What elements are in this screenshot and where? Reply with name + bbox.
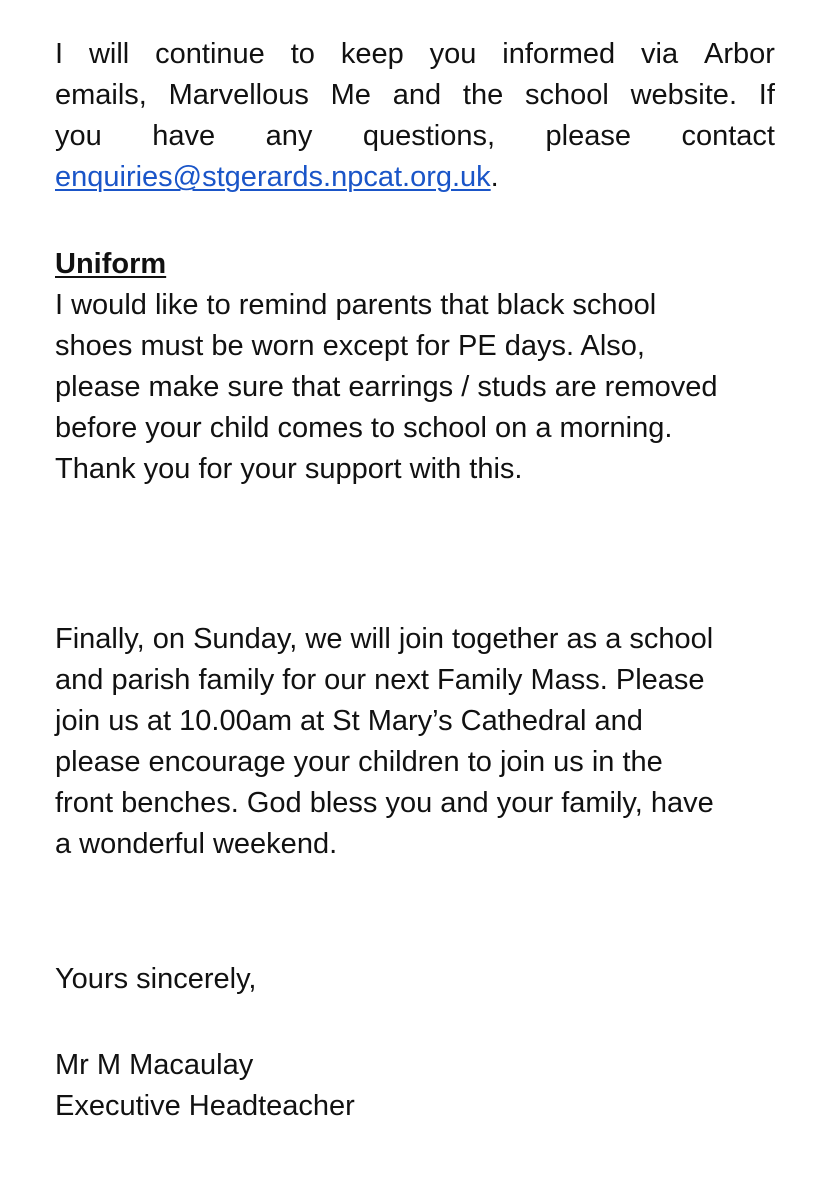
- uniform-line-4: before your child comes to school on a morning.: [55, 412, 673, 444]
- intro-word: informed: [502, 38, 616, 70]
- signature-block: [55, 1045, 775, 1127]
- intro-word: will: [88, 38, 130, 70]
- uniform-line-1: I would like to remind parents that black school: [55, 289, 657, 321]
- intro-word: contact: [681, 120, 775, 152]
- signatory-name: Mr M Macaulay: [55, 1049, 254, 1081]
- intro-line-2: [55, 75, 775, 116]
- intro-line-4: [55, 157, 775, 198]
- uniform-heading: Uniform: [55, 248, 167, 280]
- intro-word: Arbor: [704, 38, 775, 70]
- closing-line: Yours sincerely,: [55, 963, 257, 995]
- intro-trailing-period: .: [490, 161, 499, 193]
- intro-word: to: [290, 38, 315, 70]
- uniform-line-3: please make sure that earrings / studs are removed: [55, 371, 718, 403]
- intro-word: Marvellous: [168, 79, 309, 111]
- intro-word: website.: [630, 79, 737, 111]
- mass-line-1: Finally, on Sunday, we will join together as a school: [55, 623, 714, 655]
- intro-word: you: [429, 38, 477, 70]
- intro-word: emails,: [55, 79, 147, 111]
- uniform-line-2: shoes must be worn except for PE days. Also,: [55, 330, 645, 362]
- intro-word: If: [758, 79, 775, 111]
- intro-line-1: [55, 34, 775, 75]
- uniform-line-5: Thank you for your support with this.: [55, 453, 523, 485]
- intro-word: continue: [155, 38, 265, 70]
- closing-text: [55, 959, 775, 1000]
- mass-line-3: join us at 10.00am at St Mary’s Cathedral and: [55, 705, 643, 737]
- intro-word: keep: [340, 38, 404, 70]
- mass-line-4: please encourage your children to join us in the: [55, 746, 663, 778]
- intro-word: via: [641, 38, 679, 70]
- intro-word: Me: [330, 79, 371, 111]
- mass-paragraph: [55, 619, 775, 865]
- mass-line-6: a wonderful weekend.: [55, 828, 338, 860]
- mass-line-5: front benches. God bless you and your family, have: [55, 787, 714, 819]
- intro-word: please: [545, 120, 631, 152]
- signatory-title: Executive Headteacher: [55, 1090, 355, 1122]
- email-link[interactable]: enquiries@stgerards.npcat.org.uk: [55, 161, 491, 193]
- mass-line-2: and parish family for our next Family Mass. Please: [55, 664, 705, 696]
- intro-word: questions,: [362, 120, 496, 152]
- uniform-section: [55, 244, 775, 490]
- intro-word: any: [265, 120, 313, 152]
- intro-word: have: [152, 120, 216, 152]
- intro-word: the: [462, 79, 504, 111]
- intro-paragraph: [55, 34, 775, 198]
- intro-word: you: [55, 120, 102, 152]
- intro-word: and: [392, 79, 442, 111]
- intro-word: school: [525, 79, 609, 111]
- intro-line-3: [55, 116, 775, 157]
- intro-word: I: [55, 38, 64, 70]
